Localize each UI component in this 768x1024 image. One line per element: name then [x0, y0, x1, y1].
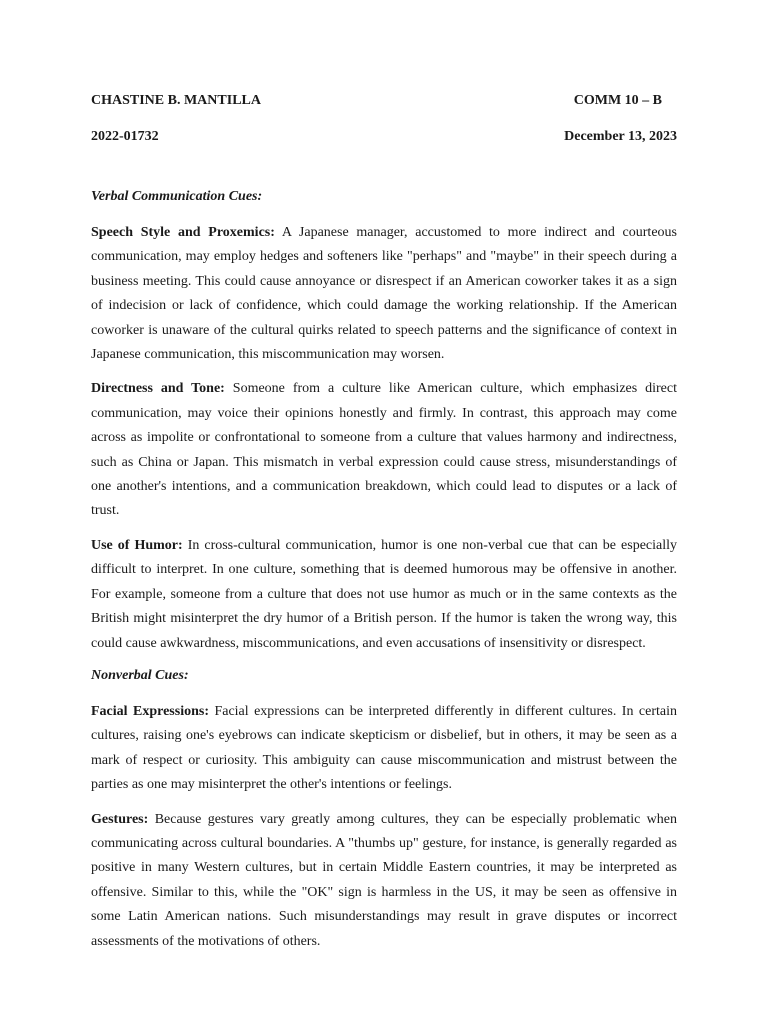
paragraph-heading: Use of Humor:: [91, 537, 183, 553]
student-id: 2022-01732: [91, 129, 159, 144]
document-page: [91, 91, 677, 954]
student-name: CHASTINE B. MANTILLA: [91, 93, 261, 108]
section-title-nonverbal: Nonverbal Cues:: [91, 667, 189, 683]
paragraph-use-of-humor: [91, 534, 677, 656]
paragraph-text: Someone from a culture like American culture, which emphasizes direct communication, may voice their opinions honestly and firmly. In contrast, this approach may come across as impolite or confrontational to someone from a culture that values harmony and indirectness, such as China or Japan. This mismatch in verbal expression could cause stress, misunderstandings of one another's intentions, and a communication breakdown, which could lead to disputes or a lack of trust.: [91, 381, 677, 519]
paragraph-heading: Speech Style and Proxemics:: [91, 225, 275, 240]
header-row-2: [91, 127, 677, 147]
paragraph-heading: Facial Expressions:: [91, 703, 209, 719]
paragraph-directness-tone: [91, 377, 677, 523]
paragraph-text: Facial expressions can be interpreted differently in different cultures. In certain cultures, raising one's eyebrows can indicate skepticism or disbelief, but in others, it may be seen as a mark of respect or curiosity. This ambiguity can cause miscommunication and mistrust between the parties as one may misinterpret the other's intentions or feelings.: [91, 703, 677, 793]
paragraph-text: A Japanese manager, accustomed to more indirect and courteous communication, may employ hedges and softeners like "perhaps" and "maybe" in their speech during a business meeting. This could cause annoyance or disrespect if an American coworker takes it as a sign of indecision or lack of confidence, which could damage the working relationship. If the American coworker is unaware of the cultural quirks related to speech patterns and the significance of context in Japanese communication, this miscommunication may worsen.: [91, 225, 677, 363]
paragraph-heading: Directness and Tone:: [91, 381, 225, 397]
paragraph-gestures: [91, 808, 677, 954]
document-date: December 13, 2023: [564, 129, 677, 144]
paragraph-text: Because gestures vary greatly among cultures, they can be especially problematic when communicating across cultural boundaries. A "thumbs up" gesture, for instance, is generally regarded as positive in many Western cultures, but in certain Middle Eastern countries, it may be interpreted as offensive. Similar to this, while the "OK" sign is harmless in the US, it may be seen as offensive in some Latin American nations. Such misunderstandings may result in grave disputes or incorrect assessments of the motivations of others.: [91, 811, 678, 949]
paragraph-heading: Gestures:: [91, 811, 149, 827]
header-row-1: [91, 91, 677, 111]
paragraph-facial-expressions: [91, 700, 677, 798]
paragraph-text: In cross-cultural communication, humor is one non-verbal cue that can be especially difficult to interpret. In one culture, something that is deemed humorous may be offensive in another. For example, someone from a culture that does not use humor as much or in the same contexts as the British might misinterpret the dry humor of a British person. If the humor is taken the wrong way, this could cause awkwardness, miscommunications, and even accusations of insensitivity or disrespect.: [91, 537, 677, 651]
paragraph-speech-style: [91, 221, 677, 367]
section-title-verbal: Verbal Communication Cues:: [91, 189, 263, 204]
course-code: COMM 10 – B: [573, 93, 662, 108]
